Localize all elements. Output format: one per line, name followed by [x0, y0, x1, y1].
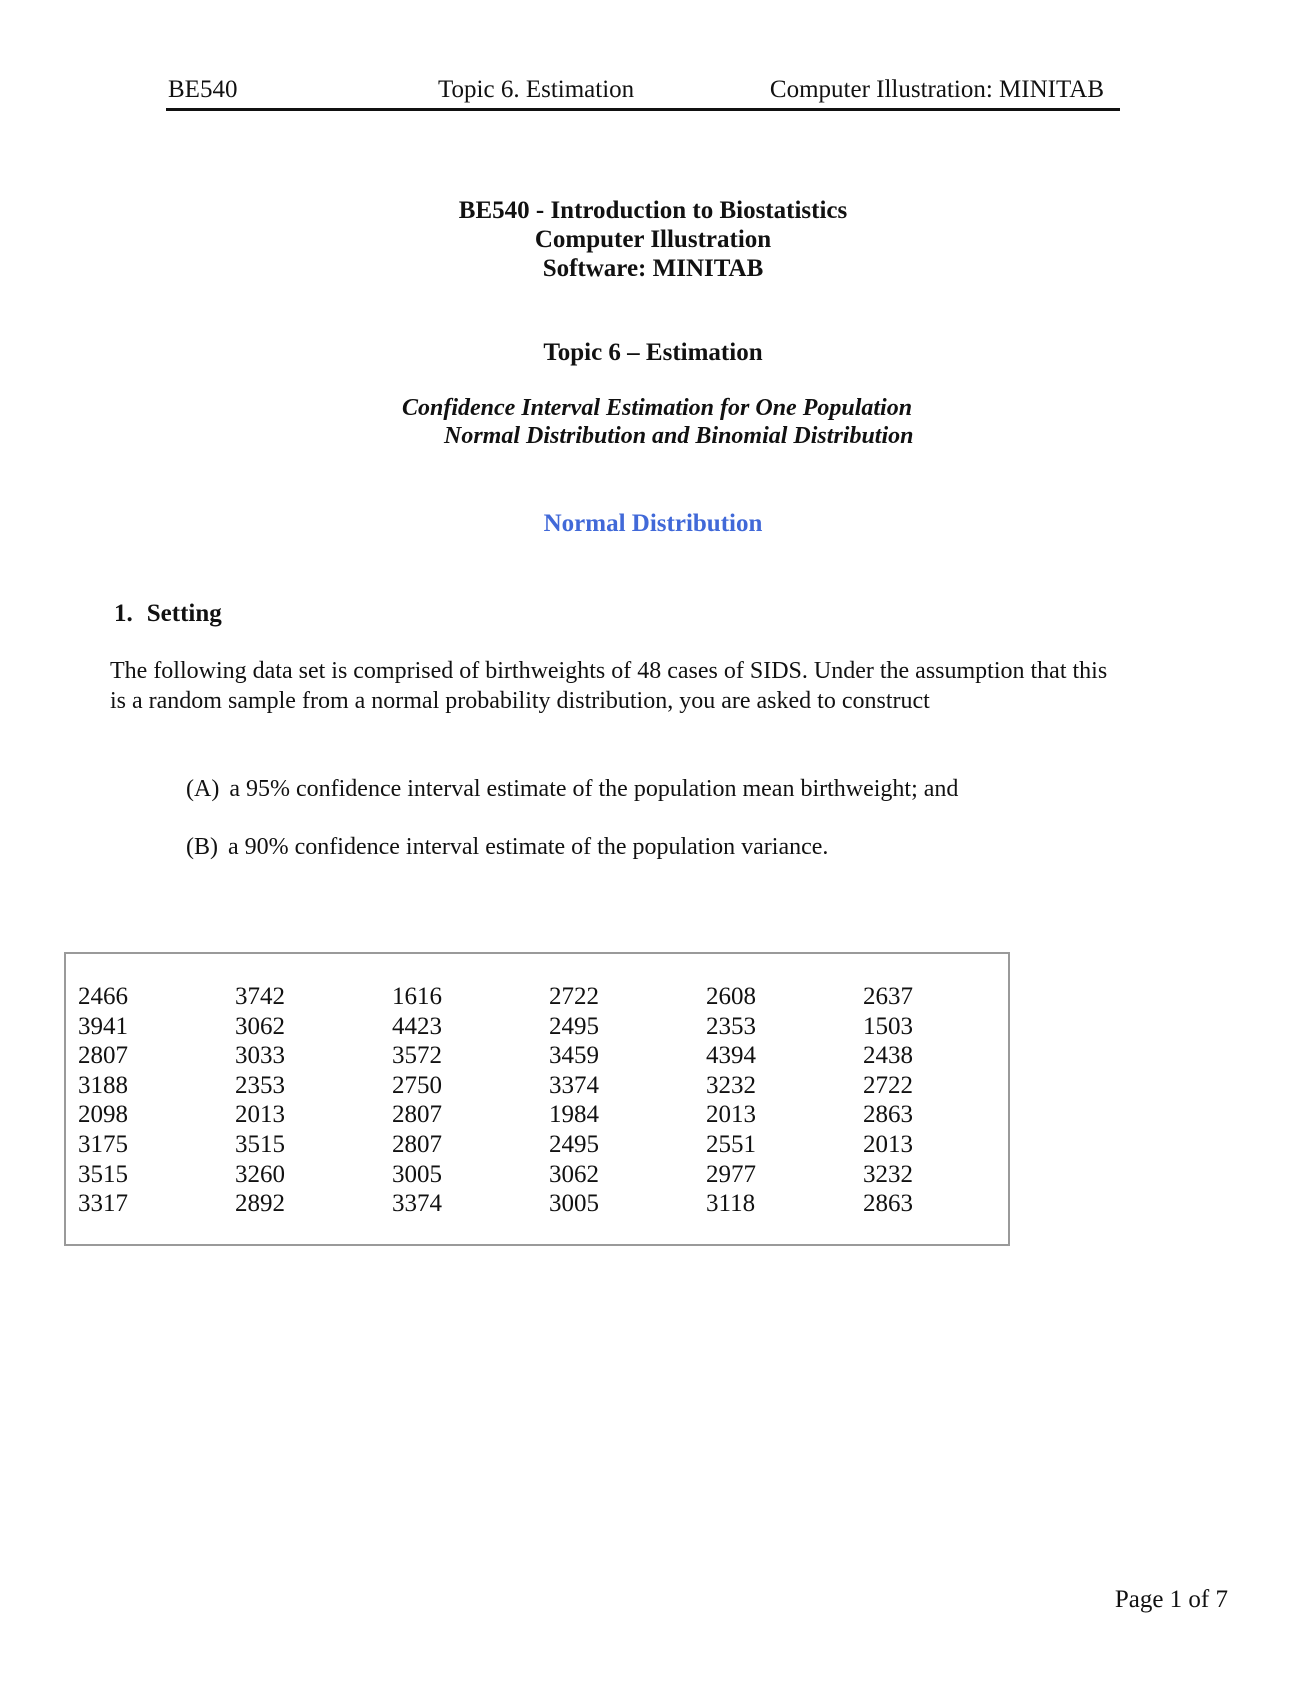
item-label: (A): [186, 776, 220, 802]
table-cell: 3941: [78, 1012, 128, 1040]
subtitle-line-2: Normal Distribution and Binomial Distribution: [444, 423, 914, 449]
item-text: a 95% confidence interval estimate of the population mean birthweight; and: [229, 776, 959, 802]
setting-title: Setting: [146, 600, 222, 627]
table-cell: 2807: [392, 1101, 442, 1129]
paragraph-line-1: The following data set is comprised of birthweights of 48 cases of SIDS. Under the assumption that this: [110, 658, 1108, 684]
table-cell: 2353: [235, 1071, 285, 1099]
table-cell: 2495: [549, 1012, 599, 1040]
table-cell: 2977: [706, 1160, 756, 1188]
item-label: (B): [186, 834, 218, 860]
table-cell: 2722: [863, 1071, 913, 1099]
page-header: [166, 74, 1120, 111]
table-cell: 2637: [863, 983, 913, 1010]
table-cell: 2863: [863, 1101, 913, 1129]
setting-heading: [114, 600, 222, 628]
table-cell: 3374: [392, 1190, 442, 1218]
table-cell: 2438: [863, 1042, 913, 1070]
table-cell: 2013: [706, 1101, 756, 1129]
topic-heading: Topic 6 – Estimation: [543, 339, 763, 366]
table-cell: 2608: [706, 983, 756, 1010]
table-cell: 3005: [549, 1190, 599, 1218]
table-cell: 3459: [549, 1042, 599, 1070]
table-cell: 3175: [78, 1130, 128, 1158]
setting-number: 1.: [114, 600, 133, 627]
table-cell: 3572: [392, 1042, 442, 1070]
table-cell: 3188: [78, 1071, 128, 1099]
table-cell: 3118: [706, 1190, 756, 1218]
table-cell: 1984: [549, 1101, 599, 1129]
table-cell: 3005: [392, 1160, 442, 1188]
title-line-1: BE540 - Introduction to Biostatistics: [458, 197, 848, 224]
title-line-2: Computer Illustration: [534, 226, 772, 253]
table-cell: 3033: [235, 1042, 285, 1070]
subtitle-line-1: Confidence Interval Estimation for One Population: [402, 395, 913, 421]
table-cell: 2892: [235, 1190, 285, 1218]
table-cell: 2013: [235, 1101, 285, 1129]
table-cell: 2495: [549, 1130, 599, 1158]
table-cell: 2551: [706, 1130, 756, 1158]
list-item: [186, 776, 958, 803]
table-cell: 2353: [706, 1012, 756, 1040]
table-cell: 3317: [78, 1190, 128, 1218]
table-cell: 3742: [235, 983, 285, 1010]
table-cell: 3515: [78, 1160, 128, 1188]
intro-paragraph: [110, 656, 1190, 716]
table-cell: 1616: [392, 983, 442, 1010]
title-line-3: Software: MINITAB: [542, 255, 764, 282]
header-course: BE540: [168, 76, 238, 103]
page-number: Page 1 of 7: [1114, 1586, 1228, 1613]
table-cell: 4394: [706, 1042, 756, 1070]
table-cell: 3374: [549, 1071, 599, 1099]
item-text: a 90% confidence interval estimate of the population variance.: [228, 834, 829, 860]
table-cell: 2863: [863, 1190, 913, 1218]
table-cell: 2466: [78, 983, 128, 1010]
table-cell: 3260: [235, 1160, 285, 1188]
section-heading: Normal Distribution: [543, 510, 763, 537]
table-cell: 3232: [706, 1071, 756, 1099]
table-cell: 3062: [235, 1012, 285, 1040]
paragraph-line-2: is a random sample from a normal probability distribution, you are asked to construct: [110, 688, 930, 714]
table-cell: 2722: [549, 983, 599, 1010]
table-cell: 1503: [863, 1012, 913, 1040]
table-cell: 2750: [392, 1071, 442, 1099]
table-cell: 3062: [549, 1160, 599, 1188]
table-cell: 2013: [863, 1130, 913, 1158]
table-cell: 2807: [392, 1130, 442, 1158]
header-topic: Topic 6. Estimation: [438, 76, 635, 103]
table-cell: 4423: [392, 1012, 442, 1040]
header-illustration: Computer Illustration: MINITAB: [769, 76, 1104, 103]
table-cell: 3515: [235, 1130, 285, 1158]
list-item: [186, 834, 828, 861]
table-cell: 2098: [78, 1101, 128, 1129]
data-table: [78, 982, 1020, 1219]
document-title: [0, 196, 1306, 283]
table-cell: 2807: [78, 1042, 128, 1070]
data-table-box: [64, 952, 1010, 1246]
table-cell: 3232: [863, 1160, 913, 1188]
